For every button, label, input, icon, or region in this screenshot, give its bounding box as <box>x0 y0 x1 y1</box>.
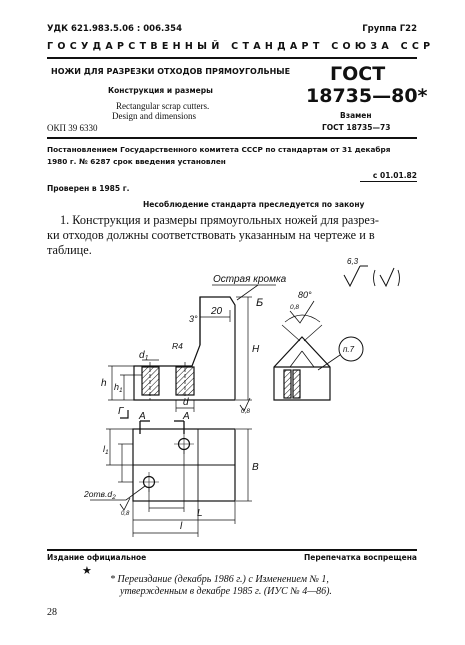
title-ru-main: НОЖИ ДЛЯ РАЗРЕЗКИ ОТХОДОВ ПРЯМОУГОЛЬНЫЕ <box>51 67 291 76</box>
label-h: h <box>101 378 107 389</box>
roughness-08-plan: 0,8 <box>121 511 130 517</box>
label-l-length: L <box>197 508 203 519</box>
label-d: d <box>183 397 189 408</box>
footer-rule <box>47 549 417 551</box>
label-g: Г <box>118 406 124 417</box>
label-b: Б <box>256 297 264 309</box>
title-en-line2: Design and dimensions <box>112 111 196 121</box>
checked-year: Проверен в 1985 г. <box>47 184 130 193</box>
star-symbol: ★ <box>82 564 92 577</box>
gost-number: 18735—80* <box>306 85 428 107</box>
gost-label: ГОСТ <box>330 63 386 85</box>
udk-code: УДК 621.983.5.06 : 006.354 <box>47 24 182 34</box>
decree-line2: 1980 г. № 6287 срок введения установлен <box>47 157 226 166</box>
body-line2: ки отходов должны соответствовать указанным на чертеже и в <box>47 228 375 242</box>
reissue-note-line1: * Переиздание (декабрь 1986 г.) с Изменением № 1, <box>110 574 329 585</box>
side-view <box>108 285 276 418</box>
label-holes: $2отв.d_2$ <box>84 489 116 501</box>
dim-20: 20 <box>211 306 223 317</box>
label-b-width: В <box>252 462 259 473</box>
title-en-line1: Rectangular scrap cutters. <box>116 101 210 111</box>
label-h-height: H <box>252 344 260 355</box>
decree-line1: Постановлением Государственного комитета СССР по стандартам от 31 декабря <box>47 145 391 154</box>
label-r4: R4 <box>172 341 183 351</box>
prosecution-note: Несоблюдение стандарта преследуется по закону <box>143 200 365 209</box>
dim-3deg: 3° <box>189 314 198 324</box>
standard-line: ГОСУДАРСТВЕННЫЙ СТАНДАРТ СОЮЗА ССР <box>47 41 435 52</box>
roughness-08-side: 0,8 <box>241 408 251 415</box>
decree-date: с 01.01.82 <box>372 171 417 180</box>
reissue-note-line2: утвержденным в декабре 1985 г. (ИУС № 4—86). <box>120 586 332 597</box>
instead-label: Взамен <box>340 111 372 120</box>
label-a-right: А <box>183 411 190 422</box>
roughness-symbol <box>344 266 400 286</box>
reprint-prohibited: Перепечатка воспрещена <box>303 553 417 562</box>
instead-value: ГОСТ 18735—73 <box>322 123 391 132</box>
roughness-08-end: 0,8 <box>290 304 300 311</box>
label-l: l <box>180 521 183 532</box>
body-line3: таблице. <box>47 243 92 257</box>
okp-code: ОКП 39 6330 <box>47 123 98 133</box>
label-l1: $l_1$ <box>103 444 109 456</box>
group-code: Группа Г22 <box>362 24 417 34</box>
label-h1: $h_1$ <box>114 382 123 394</box>
label-sharp-edge: Острая кромка <box>213 274 287 285</box>
label-d1: $d_1$ <box>139 350 149 362</box>
official-edition: Издание официальное <box>47 553 147 562</box>
page-number: 28 <box>47 607 57 618</box>
roughness-63: 6,3 <box>347 257 359 266</box>
title-ru-sub: Конструкция и размеры <box>108 86 213 95</box>
label-80deg: 80° <box>298 290 312 300</box>
label-a-left: А <box>139 411 146 422</box>
label-p7: п.7 <box>343 345 355 354</box>
plan-view <box>90 421 252 537</box>
body-line1: 1. Конструкция и размеры прямоугольных ножей для разрез- <box>60 213 379 227</box>
